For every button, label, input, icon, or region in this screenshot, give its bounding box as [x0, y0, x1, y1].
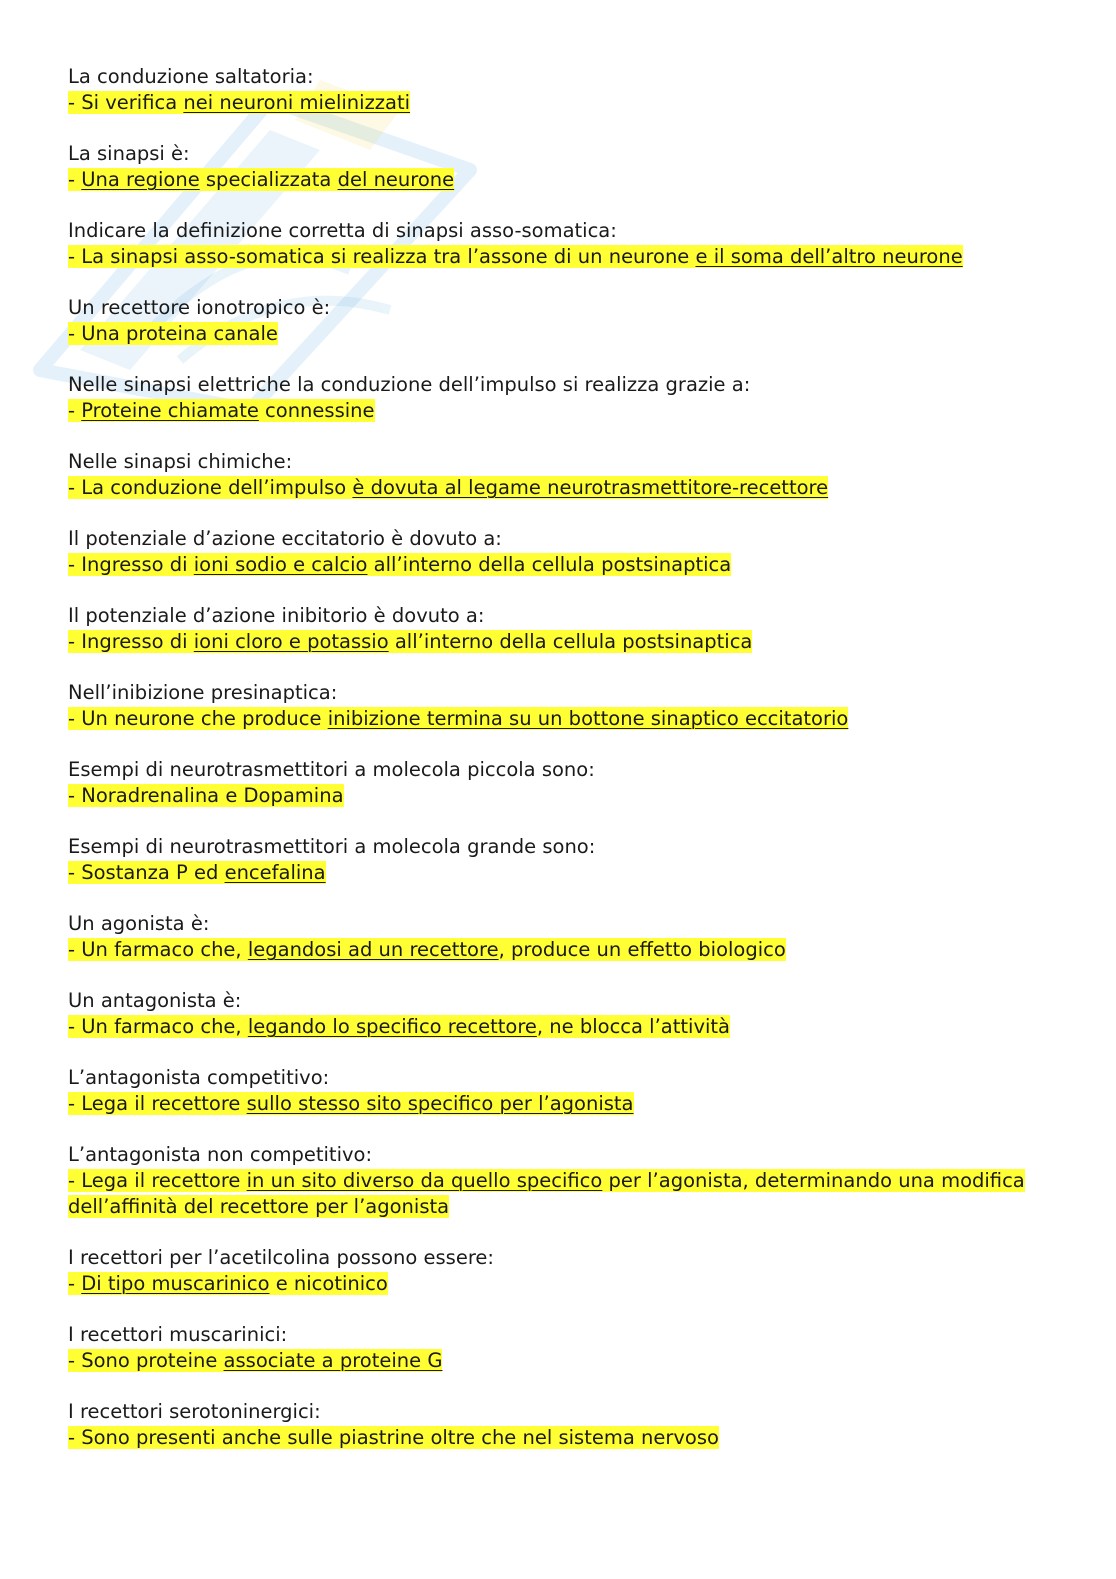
question-text: Nelle sinapsi elettriche la conduzione dell’impulso si realizza grazie a: — [68, 373, 751, 396]
qa-item — [68, 372, 1048, 449]
answer-segment: - — [68, 168, 82, 191]
answer-segment: - Sono proteine — [68, 1349, 224, 1372]
answer-segment: , ne blocca l’attività — [536, 1015, 731, 1038]
answer-underlined-segment: del neurone — [337, 168, 455, 191]
answer-text — [68, 167, 1048, 193]
answer-underlined-segment: nei neuroni mielinizzati — [183, 91, 411, 114]
answer-segment: - Una proteina canale — [68, 322, 278, 345]
answer-underlined-segment: associate a proteine G — [223, 1349, 443, 1372]
qa-item — [68, 449, 1048, 526]
answer-segment: - Ingresso di — [68, 630, 194, 653]
answer-highlight — [68, 245, 963, 268]
answer-segment: - — [68, 399, 82, 422]
qa-item — [68, 680, 1048, 757]
answer-text — [68, 1271, 1048, 1297]
answer-text — [68, 1425, 1048, 1451]
answer-highlight — [68, 168, 454, 191]
answer-segment: - Noradrenalina e Dopamina — [68, 784, 344, 807]
question-text: L’antagonista non competitivo: — [68, 1143, 373, 1166]
answer-highlight — [68, 91, 410, 114]
answer-highlight — [68, 1349, 442, 1372]
answer-underlined-segment: e il soma dell’altro neurone — [695, 245, 963, 268]
answer-segment: specializzata — [199, 168, 338, 191]
qa-item — [68, 64, 1048, 141]
question-text: Esempi di neurotrasmettitori a molecola piccola sono: — [68, 758, 595, 781]
answer-text — [68, 1168, 1048, 1220]
answer-underlined-segment: Una regione — [81, 168, 200, 191]
question-text: La sinapsi è: — [68, 142, 190, 165]
question-text: I recettori per l’acetilcolina possono essere: — [68, 1246, 494, 1269]
answer-highlight — [68, 1015, 730, 1038]
answer-segment: e nicotinico — [269, 1272, 388, 1295]
answer-highlight — [68, 861, 326, 884]
answer-segment: all’interno della cellula postsinaptica — [367, 553, 732, 576]
answer-text — [68, 937, 1048, 963]
question-text: Nell’inibizione presinaptica: — [68, 681, 338, 704]
answer-segment: connessine — [258, 399, 375, 422]
question-text: La conduzione saltatoria: — [68, 65, 314, 88]
question-text: Il potenziale d’azione eccitatorio è dovuto a: — [68, 527, 502, 550]
answer-highlight — [68, 476, 828, 499]
answer-highlight — [68, 1272, 388, 1295]
answer-underlined-segment: in un sito diverso da quello specifico — [246, 1169, 603, 1192]
qa-item — [68, 834, 1048, 911]
answer-text — [68, 475, 1048, 501]
qa-item — [68, 141, 1048, 218]
qa-list — [68, 64, 1048, 1476]
answer-highlight — [68, 1092, 634, 1115]
answer-highlight — [68, 630, 752, 653]
answer-text — [68, 244, 1048, 270]
answer-highlight — [68, 553, 731, 576]
question-text: Un recettore ionotropico è: — [68, 296, 331, 319]
question-text: Nelle sinapsi chimiche: — [68, 450, 293, 473]
answer-segment: - Lega il recettore — [68, 1092, 247, 1115]
answer-text — [68, 706, 1048, 732]
answer-underlined-segment: ioni sodio e calcio — [193, 553, 368, 576]
answer-underlined-segment: è dovuta al legame neurotrasmettitore-recettore — [352, 476, 829, 499]
answer-text — [68, 1091, 1048, 1117]
question-text: Esempi di neurotrasmettitori a molecola grande sono: — [68, 835, 596, 858]
qa-item — [68, 1245, 1048, 1322]
answer-segment: - Un farmaco che, — [68, 938, 248, 961]
answer-underlined-segment: inibizione termina su un bottone sinaptico eccitatorio — [327, 707, 849, 730]
question-text: Un agonista è: — [68, 912, 210, 935]
qa-item — [68, 1322, 1048, 1399]
answer-segment: - Si verifica — [68, 91, 184, 114]
qa-item — [68, 1065, 1048, 1142]
answer-text — [68, 1014, 1048, 1040]
qa-item — [68, 295, 1048, 372]
answer-text — [68, 90, 1048, 116]
answer-text — [68, 860, 1048, 886]
answer-highlight — [68, 1426, 719, 1449]
answer-underlined-segment: Di tipo muscarinico — [81, 1272, 270, 1295]
answer-segment: - Ingresso di — [68, 553, 194, 576]
answer-segment: all’interno della cellula postsinaptica — [388, 630, 753, 653]
question-text: I recettori serotoninergici: — [68, 1400, 321, 1423]
question-text: Un antagonista è: — [68, 989, 242, 1012]
answer-segment: - — [68, 1272, 82, 1295]
answer-segment: - Lega il recettore — [68, 1169, 247, 1192]
answer-highlight — [68, 707, 848, 730]
answer-text — [68, 1348, 1048, 1374]
question-text: Indicare la definizione corretta di sinapsi asso-somatica: — [68, 219, 617, 242]
answer-highlight — [68, 322, 278, 345]
qa-item — [68, 526, 1048, 603]
answer-text — [68, 398, 1048, 424]
answer-highlight — [68, 938, 786, 961]
question-text: L’antagonista competitivo: — [68, 1066, 330, 1089]
qa-item — [68, 757, 1048, 834]
answer-highlight — [68, 784, 344, 807]
answer-underlined-segment: legandosi ad un recettore — [247, 938, 499, 961]
answer-segment: - La conduzione dell’impulso — [68, 476, 353, 499]
answer-highlight — [68, 399, 375, 422]
answer-text — [68, 321, 1048, 347]
answer-segment: - La sinapsi asso-somatica si realizza tra l’assone di un neurone — [68, 245, 696, 268]
question-text: Il potenziale d’azione inibitorio è dovuto a: — [68, 604, 485, 627]
answer-highlight — [68, 1169, 1025, 1218]
answer-segment: - Sostanza P ed — [68, 861, 225, 884]
qa-item — [68, 988, 1048, 1065]
answer-segment: - Un neurone che produce — [68, 707, 328, 730]
qa-item — [68, 603, 1048, 680]
answer-segment: per l’agonista, determinando una modifica dell’affinità del recettore per l’agonista — [68, 1169, 1025, 1218]
answer-underlined-segment: Proteine chiamate — [81, 399, 259, 422]
qa-item — [68, 1399, 1048, 1476]
question-text: I recettori muscarinici: — [68, 1323, 288, 1346]
answer-segment: , produce un effetto biologico — [498, 938, 786, 961]
answer-text — [68, 552, 1048, 578]
answer-text — [68, 783, 1048, 809]
answer-text — [68, 629, 1048, 655]
qa-item — [68, 1142, 1048, 1245]
qa-item — [68, 218, 1048, 295]
answer-segment: - Un farmaco che, — [68, 1015, 248, 1038]
qa-item — [68, 911, 1048, 988]
answer-underlined-segment: sullo stesso sito specifico per l’agonista — [246, 1092, 634, 1115]
answer-segment: - Sono presenti anche sulle piastrine oltre che nel sistema nervoso — [68, 1426, 719, 1449]
answer-underlined-segment: ioni cloro e potassio — [193, 630, 389, 653]
answer-underlined-segment: legando lo specifico recettore — [247, 1015, 537, 1038]
answer-underlined-segment: encefalina — [224, 861, 326, 884]
